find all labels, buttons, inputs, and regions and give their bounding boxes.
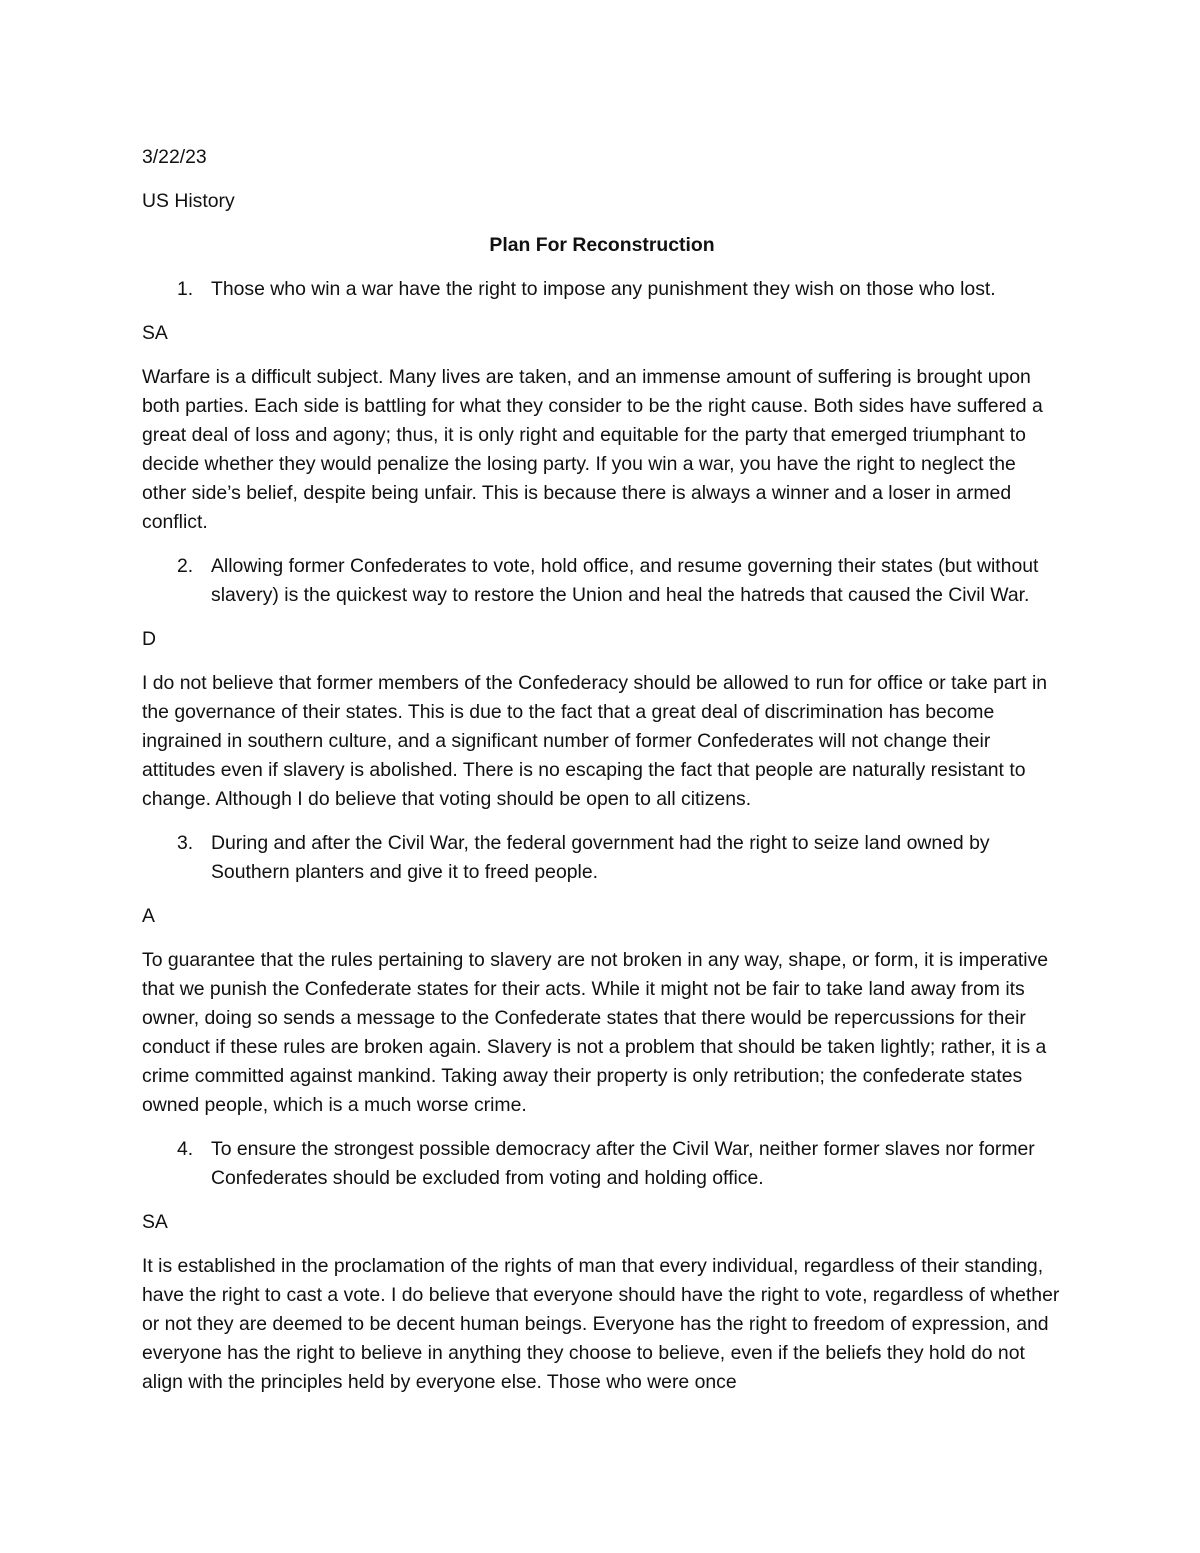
numbered-statement — [142, 552, 1062, 610]
document-date: 3/22/23 — [142, 146, 207, 168]
stance-label: D — [142, 628, 157, 650]
statement-text: Those who win a war have the right to impose any punishment they wish on those who lost. — [211, 278, 996, 300]
statement-number: 2. — [177, 555, 194, 577]
response-paragraph: To guarantee that the rules pertaining to slavery are not broken in any way, shape, or form, it is imperative that we punish the Confederate states for their acts. While it might not be fair to take land away from its owner, doing so sends a message to the Confederate states that there would be repercussions for their conduct if these rules are broken again. Slavery is not a problem that should be taken lightly; rather, it is a crime committed against mankind. Taking away their property is only retribution; the confederate states owned people, which is a much worse crime. — [142, 949, 1049, 1116]
document-body — [142, 143, 1062, 1412]
statement-number: 1. — [177, 278, 194, 300]
document-title: Plan For Reconstruction — [489, 234, 715, 256]
response-paragraph: It is established in the proclamation of the rights of man that every individual, regardless of their standing, have the right to cast a vote. I do believe that everyone should have the right to vote, regardless of whether or not they are deemed to be decent human beings. Everyone has the right to freedom of expression, and everyone has the right to believe in anything they choose to believe, even if the beliefs they hold do not align with the principles held by everyone else. Those who were once — [142, 1255, 1060, 1393]
stance-label: SA — [142, 1211, 168, 1233]
statement-text: Allowing former Confederates to vote, hold office, and resume governing their states (but without slavery) is the quickest way to restore the Union and heal the hatreds that caused the Civil War. — [211, 555, 1039, 606]
response-paragraph: I do not believe that former members of the Confederacy should be allowed to run for office or take part in the governance of their states. This is due to the fact that a great deal of discrimination has become ingrained in southern culture, and a significant number of former Confederates will not change their attitudes even if slavery is abolished. There is no escaping the fact that people are naturally resistant to change. Although I do believe that voting should be open to all citizens. — [142, 672, 1048, 810]
numbered-statement — [142, 1135, 1062, 1193]
numbered-statement — [142, 275, 1062, 304]
statement-number: 4. — [177, 1138, 194, 1160]
stance-label: SA — [142, 322, 168, 344]
statement-text: To ensure the strongest possible democracy after the Civil War, neither former slaves nor former Confederates should be excluded from voting and holding office. — [211, 1138, 1035, 1189]
statement-text: During and after the Civil War, the federal government had the right to seize land owned by Southern planters and give it to freed people. — [211, 832, 990, 883]
document-subject: US History — [142, 190, 235, 212]
numbered-statement — [142, 829, 1062, 887]
stance-label: A — [142, 905, 155, 927]
response-paragraph: Warfare is a difficult subject. Many lives are taken, and an immense amount of suffering is brought upon both parties. Each side is battling for what they consider to be the right cause. Both sides have suffered a great deal of loss and agony; thus, it is only right and equitable for the party that emerged triumphant to decide whether they would penalize the losing party. If you win a war, you have the right to neglect the other side’s belief, despite being unfair. This is because there is always a winner and a loser in armed conflict. — [142, 366, 1043, 533]
statement-number: 3. — [177, 832, 194, 854]
